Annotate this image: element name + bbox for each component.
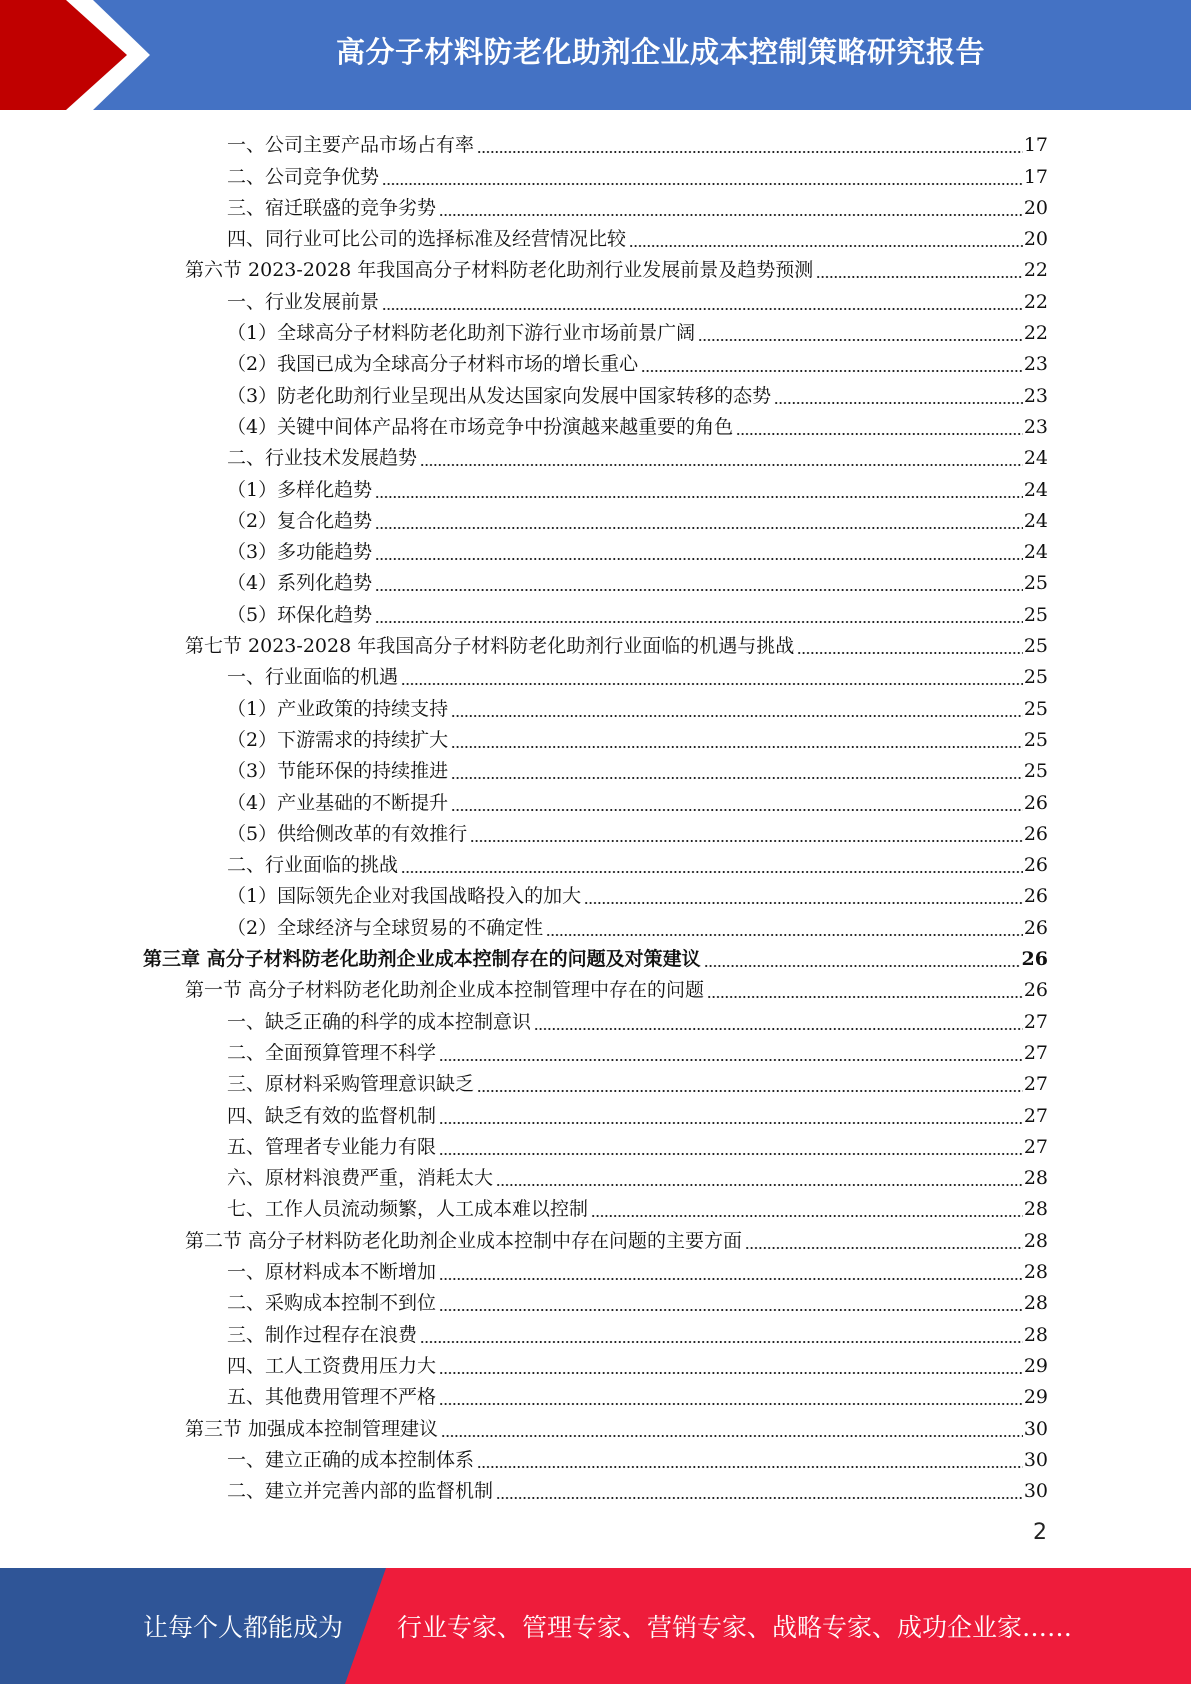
toc-entry-page: 26 — [1021, 948, 1048, 971]
toc-entry-page: 23 — [1023, 415, 1048, 438]
toc-dot-leader — [420, 447, 1023, 467]
toc-entry-page: 25 — [1023, 603, 1048, 626]
toc-entry[interactable] — [227, 315, 1048, 346]
toc-entry-label: （2）我国已成为全球高分子材料市场的增长重心 — [227, 353, 639, 376]
toc-entry[interactable] — [227, 847, 1048, 878]
toc-entry-label: 第一节 高分子材料防老化助剂企业成本控制管理中存在的问题 — [185, 979, 705, 1002]
toc-entry-page: 26 — [1023, 791, 1048, 814]
toc-entry[interactable] — [227, 377, 1048, 408]
toc-entry[interactable] — [227, 1097, 1048, 1128]
toc-entry[interactable] — [227, 1473, 1048, 1504]
toc-entry-page: 29 — [1023, 1386, 1048, 1409]
toc-entry[interactable] — [185, 252, 1048, 283]
toc-dot-leader — [375, 604, 1023, 624]
toc-dot-leader — [477, 1073, 1023, 1093]
toc-entry-page: 29 — [1023, 1354, 1048, 1377]
toc-entry-label: （3）节能环保的持续推进 — [227, 760, 449, 783]
toc-entry[interactable] — [227, 722, 1048, 753]
toc-entry-label: （1）多样化趋势 — [227, 478, 373, 501]
toc-entry-label: （4）系列化趋势 — [227, 572, 373, 595]
toc-entry-page: 28 — [1023, 1167, 1048, 1190]
toc-entry-label: 四、缺乏有效的监督机制 — [227, 1104, 437, 1127]
toc-dot-leader — [439, 1292, 1023, 1312]
toc-entry[interactable] — [227, 1035, 1048, 1066]
toc-entry-label: 第七节 2023-2028 年我国高分子材料防老化助剂行业面临的机遇与挑战 — [185, 635, 795, 658]
toc-dot-leader — [816, 259, 1023, 279]
toc-dot-leader — [382, 291, 1023, 311]
toc-entry[interactable] — [185, 1223, 1048, 1254]
toc-entry-label: 一、公司主要产品市场占有率 — [227, 134, 475, 157]
toc-dot-leader — [375, 572, 1023, 592]
toc-entry-label: （4）产业基础的不断提升 — [227, 791, 449, 814]
toc-dot-leader — [451, 792, 1023, 812]
toc-entry-label: 三、原材料采购管理意识缺乏 — [227, 1073, 475, 1096]
toc-entry-label: 二、行业技术发展趋势 — [227, 447, 418, 470]
toc-dot-leader — [534, 1011, 1023, 1031]
toc-entry-label: （5）供给侧改革的有效推行 — [227, 822, 468, 845]
toc-entry[interactable] — [185, 972, 1048, 1003]
toc-entry-label: 三、宿迁联盛的竞争劣势 — [227, 196, 437, 219]
toc-entry-page: 24 — [1023, 509, 1048, 532]
toc-entry-label: 第三章 高分子材料防老化助剂企业成本控制存在的问题及对策建议 — [143, 948, 701, 971]
toc-entry-page: 25 — [1023, 728, 1048, 751]
toc-dot-leader — [439, 1261, 1023, 1281]
toc-entry[interactable] — [143, 941, 1048, 972]
toc-dot-leader — [629, 228, 1023, 248]
toc-dot-leader — [375, 541, 1023, 561]
toc-dot-leader — [382, 166, 1023, 186]
toc-entry-page: 27 — [1023, 1010, 1048, 1033]
toc-entry-page: 20 — [1023, 228, 1048, 251]
toc-dot-leader — [496, 1167, 1023, 1187]
toc-dot-leader — [477, 1449, 1023, 1469]
toc-dot-leader — [591, 1198, 1023, 1218]
toc-entry-label: 一、建立正确的成本控制体系 — [227, 1448, 475, 1471]
toc-entry[interactable] — [227, 284, 1048, 315]
toc-dot-leader — [470, 823, 1023, 843]
toc-entry[interactable] — [227, 784, 1048, 815]
toc-entry-label: 第六节 2023-2028 年我国高分子材料防老化助剂行业发展前景及趋势预测 — [185, 259, 814, 282]
toc-entry-page: 23 — [1023, 384, 1048, 407]
header-arrow-decoration — [0, 0, 150, 110]
toc-entry[interactable] — [227, 190, 1048, 221]
toc-entry-page: 25 — [1023, 572, 1048, 595]
toc-entry-label: 四、同行业可比公司的选择标准及经营情况比较 — [227, 228, 627, 251]
toc-entry-page: 17 — [1023, 165, 1048, 188]
toc-entry[interactable] — [227, 440, 1048, 471]
toc-dot-leader — [401, 666, 1023, 686]
toc-dot-leader — [401, 854, 1023, 874]
toc-dot-leader — [420, 1324, 1023, 1344]
toc-entry[interactable] — [227, 690, 1048, 721]
toc-entry[interactable] — [227, 1285, 1048, 1316]
toc-entry[interactable] — [227, 127, 1048, 158]
toc-entry[interactable] — [227, 910, 1048, 941]
toc-dot-leader — [774, 385, 1023, 405]
toc-dot-leader — [451, 729, 1023, 749]
toc-entry-page: 28 — [1023, 1292, 1048, 1315]
toc-entry[interactable] — [227, 409, 1048, 440]
toc-entry-page: 28 — [1023, 1198, 1048, 1221]
toc-entry-page: 25 — [1023, 666, 1048, 689]
toc-dot-leader — [736, 416, 1023, 436]
toc-entry-page: 27 — [1023, 1041, 1048, 1064]
toc-entry[interactable] — [227, 534, 1048, 565]
toc-entry-page: 25 — [1023, 697, 1048, 720]
toc-entry-label: 四、工人工资费用压力大 — [227, 1354, 437, 1377]
toc-entry-page: 26 — [1023, 916, 1048, 939]
toc-entry[interactable] — [227, 1379, 1048, 1410]
toc-entry-label: 三、制作过程存在浪费 — [227, 1323, 418, 1346]
toc-dot-leader — [375, 510, 1023, 530]
toc-entry-label: 七、工作人员流动频繁，人工成本难以控制 — [227, 1198, 589, 1221]
toc-entry-page: 27 — [1023, 1073, 1048, 1096]
toc-entry-label: 一、原材料成本不断增加 — [227, 1261, 437, 1284]
toc-dot-leader — [375, 479, 1023, 499]
toc-entry[interactable] — [185, 1410, 1048, 1441]
toc-entry-label: （5）环保化趋势 — [227, 603, 373, 626]
toc-entry[interactable] — [227, 753, 1048, 784]
toc-dot-leader — [439, 1386, 1023, 1406]
toc-entry-page: 24 — [1023, 478, 1048, 501]
toc-entry-page: 26 — [1023, 885, 1048, 908]
toc-entry-page: 27 — [1023, 1104, 1048, 1127]
toc-dot-leader — [641, 353, 1023, 373]
toc-entry-page: 25 — [1023, 635, 1048, 658]
toc-dot-leader — [477, 134, 1023, 154]
toc-entry-label: 一、行业发展前景 — [227, 290, 380, 313]
toc-entry-page: 24 — [1023, 541, 1048, 564]
toc-entry[interactable] — [227, 346, 1048, 377]
toc-entry-page: 30 — [1023, 1417, 1048, 1440]
toc-dot-leader — [698, 322, 1023, 342]
toc-entry-page: 24 — [1023, 447, 1048, 470]
toc-entry[interactable] — [227, 659, 1048, 690]
toc-entry-page: 30 — [1023, 1480, 1048, 1503]
toc-dot-leader — [496, 1480, 1023, 1500]
toc-entry-page: 28 — [1023, 1323, 1048, 1346]
page-number: 2 — [1033, 1520, 1047, 1545]
toc-entry-label: 一、缺乏正确的科学的成本控制意识 — [227, 1010, 532, 1033]
toc-entry-label: 第二节 高分子材料防老化助剂企业成本控制中存在问题的主要方面 — [185, 1229, 743, 1252]
toc-entry-label: （2）下游需求的持续扩大 — [227, 728, 449, 751]
toc-dot-leader — [745, 1230, 1023, 1250]
toc-entry-label: 二、采购成本控制不到位 — [227, 1292, 437, 1315]
toc-entry-label: （3）多功能趋势 — [227, 541, 373, 564]
toc-entry-label: （1）产业政策的持续支持 — [227, 697, 449, 720]
toc-entry[interactable] — [227, 1003, 1048, 1034]
toc-dot-leader — [441, 1418, 1023, 1438]
toc-dot-leader — [439, 1136, 1023, 1156]
toc-entry[interactable] — [227, 1254, 1048, 1285]
toc-dot-leader — [439, 197, 1023, 217]
toc-entry-label: 第三节 加强成本控制管理建议 — [185, 1417, 439, 1440]
toc-entry[interactable] — [185, 628, 1048, 659]
toc-dot-leader — [451, 760, 1023, 780]
toc-entry-label: （1）全球高分子材料防老化助剂下游行业市场前景广阔 — [227, 322, 696, 345]
toc-dot-leader — [439, 1105, 1023, 1125]
toc-entry[interactable] — [227, 597, 1048, 628]
toc-dot-leader — [439, 1355, 1023, 1375]
page-header — [0, 0, 1191, 110]
toc-entry-label: （3）防老化助剂行业呈现出从发达国家向发展中国家转移的态势 — [227, 384, 772, 407]
toc-entry[interactable] — [227, 1066, 1048, 1097]
toc-dot-leader — [707, 979, 1023, 999]
toc-entry-page: 20 — [1023, 196, 1048, 219]
toc-entry[interactable] — [227, 878, 1048, 909]
toc-entry-label: 一、行业面临的机遇 — [227, 666, 399, 689]
toc-entry-label: 五、管理者专业能力有限 — [227, 1135, 437, 1158]
toc-entry-label: （1）国际领先企业对我国战略投入的加大 — [227, 885, 582, 908]
toc-entry-label: 二、全面预算管理不科学 — [227, 1041, 437, 1064]
toc-entry-page: 26 — [1023, 979, 1048, 1002]
toc-entry-label: （2）全球经济与全球贸易的不确定性 — [227, 916, 544, 939]
toc-dot-leader — [797, 635, 1023, 655]
footer-slogan-left: 让每个人都能成为 — [143, 1613, 344, 1642]
toc-entry[interactable] — [227, 1348, 1048, 1379]
toc-entry[interactable] — [227, 503, 1048, 534]
toc-entry-page: 22 — [1023, 259, 1048, 282]
toc-entry[interactable] — [227, 221, 1048, 252]
toc-entry[interactable] — [227, 1160, 1048, 1191]
toc-entry[interactable] — [227, 565, 1048, 596]
toc-entry[interactable] — [227, 1316, 1048, 1347]
toc-dot-leader — [451, 698, 1023, 718]
toc-entry[interactable] — [227, 1442, 1048, 1473]
toc-entry[interactable] — [227, 471, 1048, 502]
toc-entry-label: 六、原材料浪费严重，消耗太大 — [227, 1167, 494, 1190]
toc-entry[interactable] — [227, 816, 1048, 847]
toc-entry-page: 28 — [1023, 1261, 1048, 1284]
toc-entry-page: 23 — [1023, 353, 1048, 376]
toc-entry-page: 22 — [1023, 290, 1048, 313]
footer-slogan-right: 行业专家、管理专家、营销专家、战略专家、成功企业家…… — [397, 1613, 1073, 1642]
toc-entry-label: （4）关键中间体产品将在市场竞争中扮演越来越重要的角色 — [227, 415, 734, 438]
toc-entry[interactable] — [227, 158, 1048, 189]
toc-entry-label: 二、建立并完善内部的监督机制 — [227, 1480, 494, 1503]
toc-entry-page: 27 — [1023, 1135, 1048, 1158]
toc-dot-leader — [439, 1042, 1023, 1062]
toc-entry-label: 二、行业面临的挑战 — [227, 854, 399, 877]
toc-entry-page: 26 — [1023, 854, 1048, 877]
page-footer — [0, 1568, 1191, 1684]
toc-entry[interactable] — [227, 1129, 1048, 1160]
toc-entry-page: 25 — [1023, 760, 1048, 783]
toc-entry-page: 30 — [1023, 1448, 1048, 1471]
toc-entry-page: 26 — [1023, 822, 1048, 845]
toc-entry-page: 22 — [1023, 322, 1048, 345]
document-title: 高分子材料防老化助剂企业成本控制策略研究报告 — [335, 34, 985, 69]
toc-dot-leader — [704, 948, 1021, 968]
toc-entry-label: （2）复合化趋势 — [227, 509, 373, 532]
toc-entry[interactable] — [227, 1191, 1048, 1222]
toc-dot-leader — [584, 885, 1023, 905]
toc-entry-page: 17 — [1023, 134, 1048, 157]
toc-entry-label: 二、公司竞争优势 — [227, 165, 380, 188]
toc-dot-leader — [546, 917, 1023, 937]
toc-entry-page: 28 — [1023, 1229, 1048, 1252]
toc-entry-label: 五、其他费用管理不严格 — [227, 1386, 437, 1409]
